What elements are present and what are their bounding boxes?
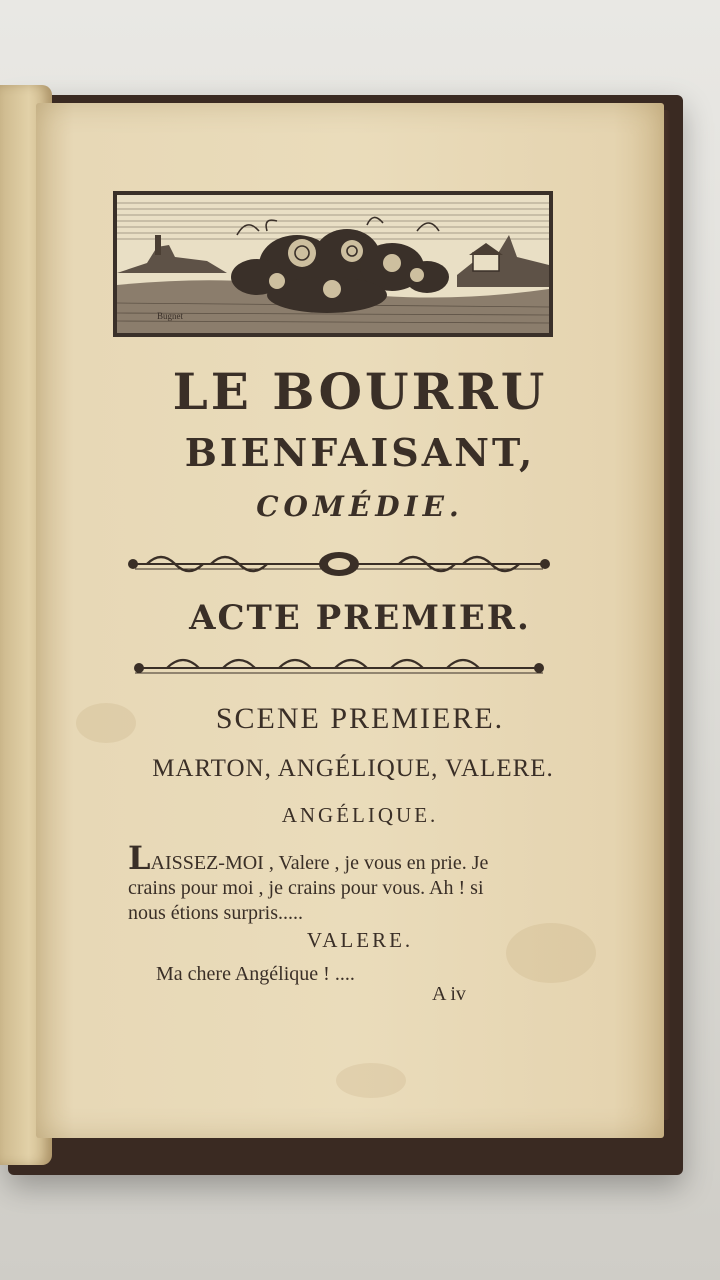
- speech-line: nous étions surpris.....: [128, 902, 303, 924]
- headpiece-engraving: [113, 191, 553, 337]
- speech-line: crains pour moi , je crains pour vous. Ah ! si: [128, 877, 484, 899]
- speech-text: [156, 962, 582, 987]
- speech-text: [128, 839, 554, 926]
- drop-cap: L: [128, 839, 151, 877]
- scene-heading: SCENE PREMIERE.: [215, 702, 505, 735]
- paper-stain: [336, 1063, 406, 1098]
- speech-line: [128, 839, 554, 877]
- act-heading: ACTE PREMIER.: [189, 598, 531, 638]
- speaker-name: ANGÉLIQUE.: [281, 803, 439, 827]
- speech-line: Ma chere Angélique ! ....: [156, 963, 355, 985]
- play-title-line-2: BIENFAISANT,: [184, 430, 536, 475]
- play-title: LE BOURRU: [172, 362, 548, 421]
- printer-signature-mark: A iv: [432, 983, 466, 1005]
- ornamental-border-bottom: [127, 650, 551, 686]
- speaker-name: VALERE.: [306, 928, 414, 952]
- engraver-signature: Bugnet: [157, 311, 183, 321]
- scene-characters: MARTON, ANGÉLIQUE, VALERE.: [152, 755, 554, 782]
- ornamental-border-top: [127, 546, 551, 582]
- play-genre: COMÉDIE.: [256, 490, 464, 523]
- speech-line-text: AISSEZ-MOI , Valere , je vous en prie. Je: [150, 852, 489, 874]
